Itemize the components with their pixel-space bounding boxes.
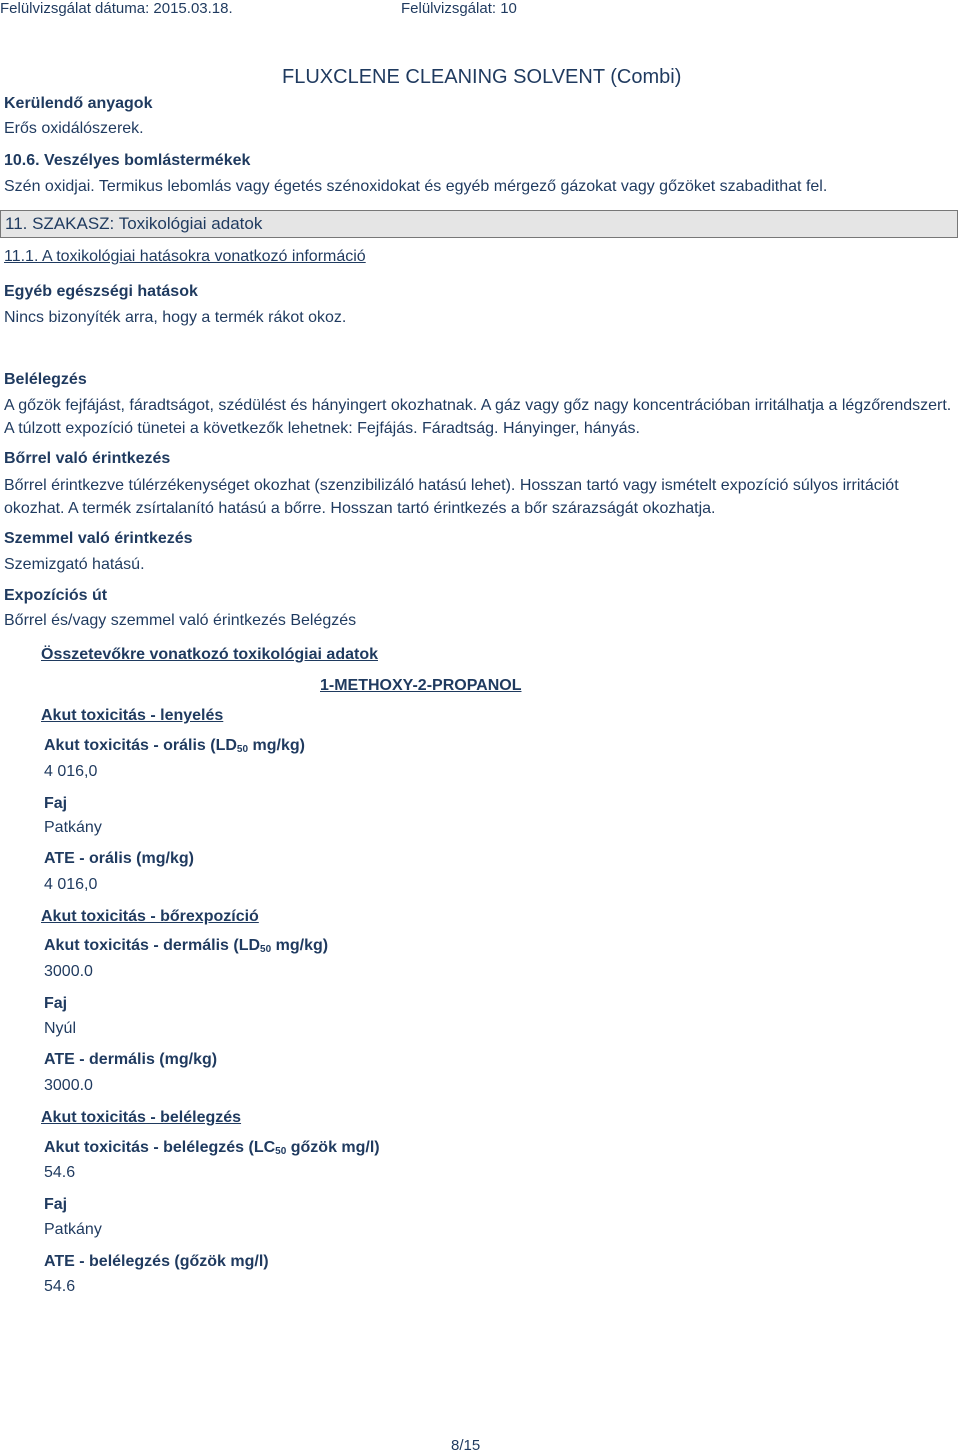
decomposition-heading: 10.6. Veszélyes bomlástermékek	[4, 152, 251, 169]
inhalation-heading: Belélegzés	[4, 371, 87, 388]
exposure-route-text: Bőrrel és/vagy szemmel való érintkezés Belégzés	[4, 612, 357, 629]
dermal-species-value: Nyúl	[44, 1020, 77, 1037]
inhalation-species-value: Patkány	[44, 1221, 102, 1238]
eye-contact-text: Szemizgató hatású.	[4, 556, 145, 573]
acute-dermal-heading: Akut toxicitás - bőrexpozíció	[41, 908, 259, 925]
other-health-effects-heading: Egyéb egészségi hatások	[4, 283, 198, 300]
eye-contact-heading: Szemmel való érintkezés	[4, 530, 193, 547]
inhalation-species-label: Faj	[44, 1196, 68, 1213]
skin-contact-text: Bőrrel érintkezve túlérzékenységet okozhat (szenzibilizáló hatású lehet). Hosszan tartó vagy ismételt expozíció súlyos irritációt okozhat. A termék zsírtalanító hatású a bőrre. Hosszan tartó érintkezés a bőr szárazságát okozhatja.	[4, 477, 899, 517]
decomposition-text: Szén oxidjai. Termikus lebomlás vagy égetés szénoxidokat és egyéb mérgező gázokat vagy gőzöket szabadithat fel.	[4, 178, 828, 195]
oral-ate-label: ATE - orális (mg/kg)	[44, 850, 194, 867]
dermal-ld50-value: 3000.0	[44, 963, 93, 980]
toxicological-info-heading: 11.1. A toxikológiai hatásokra vonatkozó információ	[4, 248, 366, 265]
dermal-ld50-label: Akut toxicitás - dermális ($LD_{50}$ mg/kg)	[44, 937, 329, 955]
section-11-bar	[0, 210, 958, 238]
oral-species-label: Faj	[44, 795, 68, 812]
inhalation-lc50-value: 54.6	[44, 1164, 76, 1181]
dermal-ate-label: ATE - dermális (mg/kg)	[44, 1051, 218, 1068]
avoid-materials-text: Erős oxidálószerek.	[4, 120, 144, 137]
inhalation-ate-value: 54.6	[44, 1278, 76, 1295]
dermal-species-label: Faj	[44, 995, 68, 1012]
skin-contact-heading: Bőrrel való érintkezés	[4, 450, 171, 467]
acute-oral-heading: Akut toxicitás - lenyelés	[41, 707, 224, 724]
component-data-heading: Összetevőkre vonatkozó toxikológiai adatok	[41, 646, 378, 663]
acute-inhalation-heading: Akut toxicitás - belélegzés	[41, 1109, 242, 1126]
inhalation-text: A gőzök fejfájást, fáradtságot, szédülést és hányingert okozhatnak. A gáz vagy gőz nagy koncentrációban irritálhatja a légzőrendszert. A túlzott expozíció tünetei a következők lehetnek: Fejfájás. Fáradtság. Hányinger, hányás.	[4, 397, 952, 437]
inhalation-lc50-label: Akut toxicitás - belélegzés ($LC_{50}$ gőzök mg/l)	[44, 1139, 380, 1157]
other-health-effects-text: Nincs bizonyíték arra, hogy a termék rákot okoz.	[4, 309, 347, 326]
oral-ld50-label: Akut toxicitás - orális ($LD_{50}$ mg/kg)	[44, 737, 305, 755]
avoid-materials-heading: Kerülendő anyagok	[4, 95, 153, 112]
page-number: 8/15	[451, 1437, 481, 1454]
exposure-route-heading: Expozíciós út	[4, 587, 108, 604]
oral-ate-value: 4 016,0	[44, 876, 98, 893]
revision-number: Felülvizsgálat: 10	[401, 0, 517, 17]
inhalation-ate-label: ATE - belélegzés (gőzök mg/l)	[44, 1253, 269, 1270]
oral-species-value: Patkány	[44, 819, 102, 836]
section-11-title: 11. SZAKASZ: Toxikológiai adatok	[5, 214, 263, 233]
product-title: FLUXCLENE CLEANING SOLVENT (Combi)	[282, 66, 682, 88]
oral-ld50-value: 4 016,0	[44, 763, 98, 780]
dermal-ate-value: 3000.0	[44, 1077, 93, 1094]
substance-name: 1-METHOXY-2-PROPANOL	[320, 677, 522, 694]
revision-date: Felülvizsgálat dátuma: 2015.03.18.	[0, 0, 233, 17]
